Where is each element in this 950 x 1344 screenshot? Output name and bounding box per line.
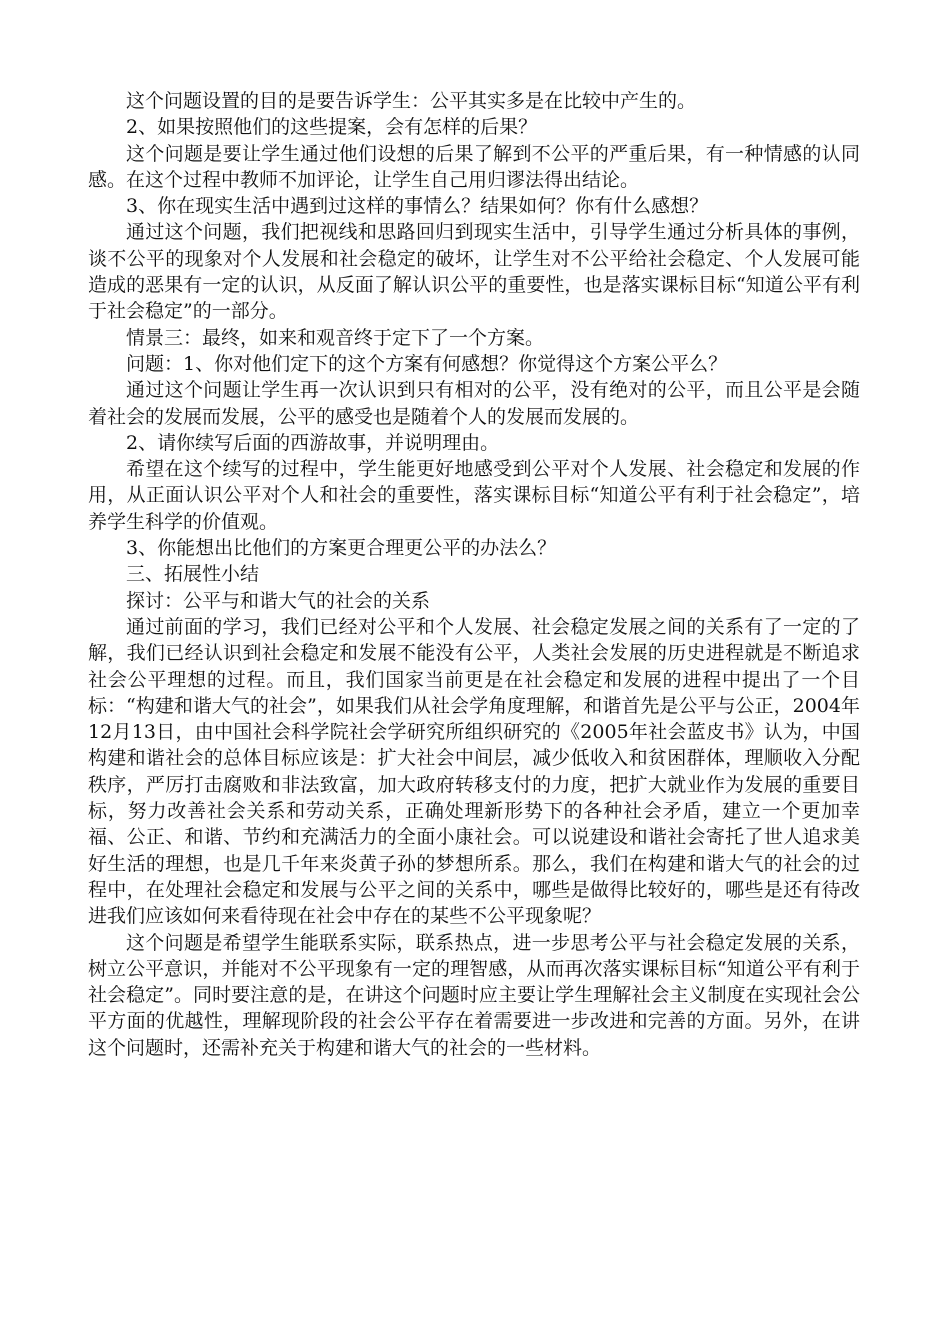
paragraph-11: 3、你能想出比他们的方案更合理更公平的办法么？ xyxy=(126,537,557,560)
paragraph-9: 2、请你续写后面的西游故事，并说明理由。 xyxy=(126,431,500,454)
document-page xyxy=(88,88,860,1061)
paragraph-14: 通过前面的学习，我们已经对公平和个人发展、社会稳定发展之间的关系有了一定的了解，我们已经认识到社会稳定和发展不能没有公平，人类社会发展的历史进程就是不断追求社会公平理想的过程。而且，我们国家当前更是在社会稳定和发展的进程中提出了一个目标：“构建和谐大气的社会”，如果我们从社会学角度理解，和谐首先是公平与公正，2004年12月13日，由中国社会科学院社会学研究所组织研究的《2005年社会蓝皮书》认为，中国构建和谐社会的总体目标应该是：扩大社会中间层，减少低收入和贫困群体，理顺收入分配秩序，严厉打击腐败和非法致富，加大政府转移支付的力度，把扩大就业作为发展的重要目标，努力改善社会关系和劳动关系，正确处理新形势下的各种社会矛盾，建立一个更加幸福、公正、和谐、节约和充满活力的全面小康社会。可以说建设和谐社会寄托了世人追求美好生活的理想，也是几千年来炎黄子孙的梦想所系。那么，我们在构建和谐大气的社会的过程中，在处理社会稳定和发展与公平之间的关系中，哪些是做得比较好的，哪些是还有待改进我们应该如何来看待现在社会中存在的某些不公平现象呢？ xyxy=(88,615,860,928)
paragraph-6: 情景三：最终，如来和观音终于定下了一个方案。 xyxy=(126,326,545,349)
paragraph-10: 希望在这个续写的过程中，学生能更好地感受到公平对个人发展、社会稳定和发展的作用，从正面认识公平对个人和社会的重要性，落实课标目标“知道公平有利于社会稳定”，培养学生科学的价值观。 xyxy=(88,458,860,533)
paragraph-5: 通过这个问题，我们把视线和思路回归到现实生活中，引导学生通过分析具体的事例，谈不公平的现象对个人发展和社会稳定的破坏，让学生对不公平给社会稳定、个人发展可能造成的恶果有一定的认识，从反面了解认识公平的重要性，也是落实课标目标“知道公平有利于社会稳定”的一部分。 xyxy=(88,221,860,323)
paragraph-2: 2、如果按照他们的这些提案，会有怎样的后果？ xyxy=(126,116,538,139)
paragraph-1: 这个问题设置的目的是要告诉学生：公平其实多是在比较中产生的。 xyxy=(126,90,697,112)
paragraph-15: 这个问题是希望学生能联系实际，联系热点，进一步思考公平与社会稳定发展的关系，树立公平意识，并能对不公平现象有一定的理智感，从而再次落实课标目标“知道公平有利于社会稳定”。同时要注意的是，在讲这个问题时应主要让学生理解社会主义制度在实现社会公平方面的优越性，理解现阶段的社会公平存在着需要进一步改进和完善的方面。另外，在讲这个问题时，还需补充关于构建和谐大气的社会的一些材料。 xyxy=(88,931,860,1059)
paragraph-8: 通过这个问题让学生再一次认识到只有相对的公平，没有绝对的公平，而且公平是会随着社会的发展而发展，公平的感受也是随着个人的发展而发展的。 xyxy=(88,379,860,428)
section-heading: 三、拓展性小结 xyxy=(126,563,260,586)
paragraph-4: 3、你在现实生活中遇到过这样的事情么？结果如何？你有什么感想？ xyxy=(126,195,709,218)
paragraph-3: 这个问题是要让学生通过他们设想的后果了解到不公平的严重后果，有一种情感的认同感。在这个过程中教师不加评论，让学生自己用归谬法得出结论。 xyxy=(88,142,860,191)
paragraph-7: 问题：1、你对他们定下的这个方案有何感想？你觉得这个方案公平么？ xyxy=(126,352,728,375)
paragraph-13: 探讨：公平与和谐大气的社会的关系 xyxy=(126,589,431,612)
